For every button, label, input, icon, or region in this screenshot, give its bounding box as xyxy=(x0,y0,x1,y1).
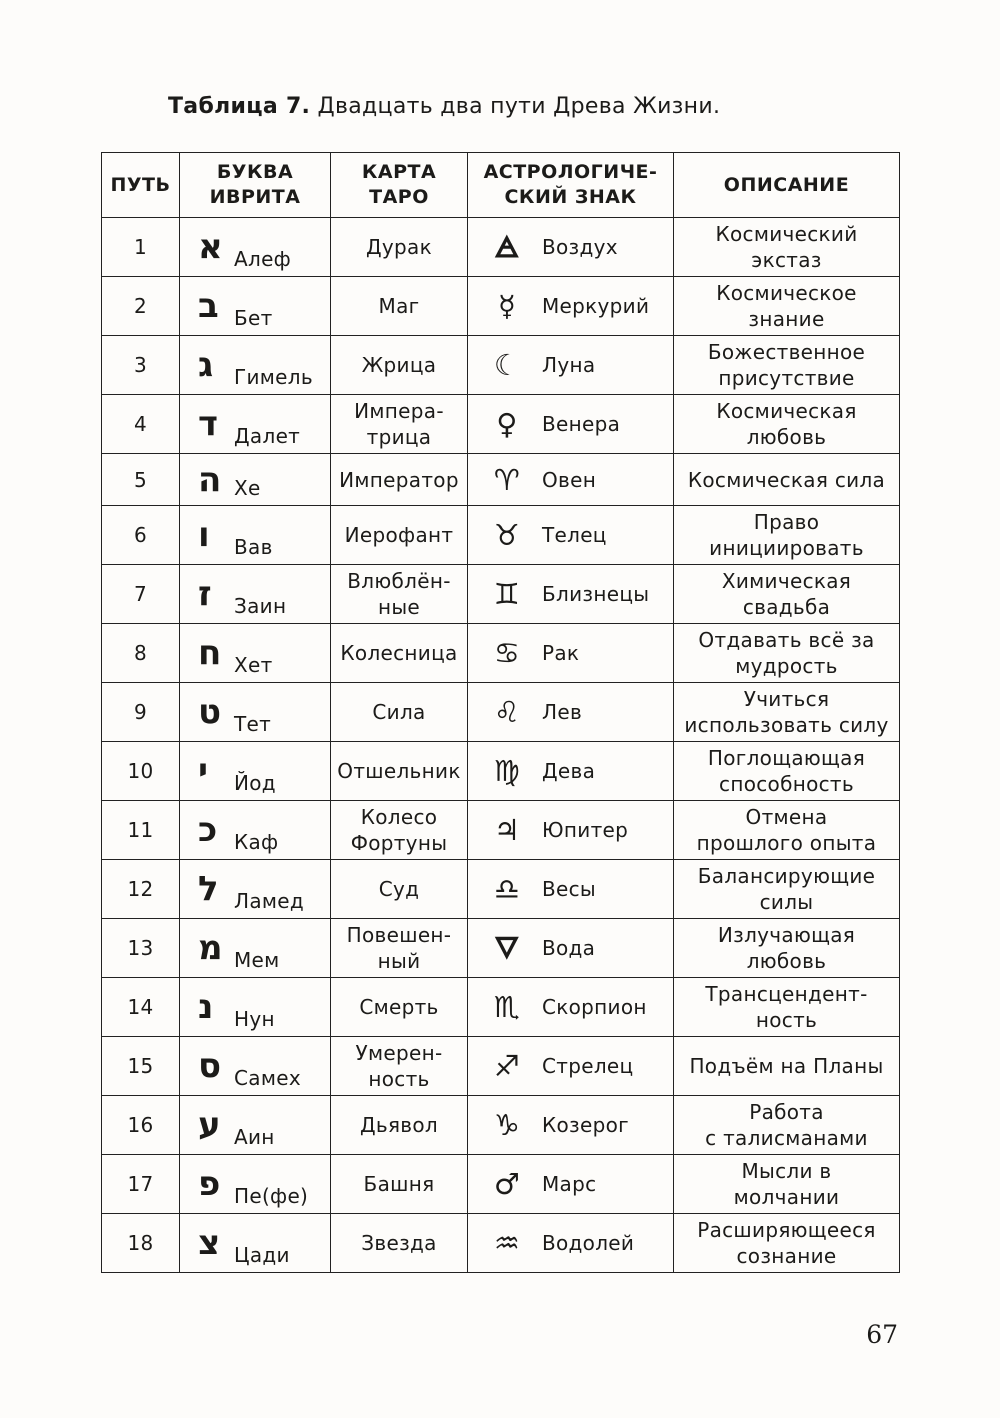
hebrew-letter-cell xyxy=(180,506,331,565)
cell-line: Жрица xyxy=(361,353,437,377)
sign-name: Водолей xyxy=(542,1231,635,1255)
tarot-card xyxy=(331,742,468,801)
hebrew-glyph: ח xyxy=(198,633,222,673)
astrological-sign-cell xyxy=(468,919,674,978)
path-description xyxy=(674,1096,900,1155)
table-row xyxy=(102,454,900,506)
cell-line: ность xyxy=(368,1067,430,1091)
caption-title: Двадцать два пути Древа Жизни. xyxy=(317,94,721,119)
letter-name: Вав xyxy=(234,535,273,559)
header-description: ОПИСАНИЕ xyxy=(674,153,900,218)
hebrew-glyph: ב xyxy=(198,286,220,326)
astrological-symbol-icon: ♏ xyxy=(493,990,521,1024)
hebrew-glyph: נ xyxy=(198,987,214,1027)
sign-name: Вода xyxy=(542,936,596,960)
letter-name: Алеф xyxy=(234,247,292,271)
astrological-sign-cell xyxy=(468,860,674,919)
cell-line: способность xyxy=(719,772,854,796)
cell-line: знание xyxy=(748,307,825,331)
path-description xyxy=(674,1037,900,1096)
page-number: 67 xyxy=(866,1320,898,1349)
cell-line: использовать силу xyxy=(684,713,889,737)
path-number: 18 xyxy=(102,1214,180,1273)
hebrew-letter-cell xyxy=(180,860,331,919)
path-number: 16 xyxy=(102,1096,180,1155)
header-sign: АСТРОЛОГИЧЕ- СКИЙ ЗНАК xyxy=(468,153,674,218)
letter-name: Ламед xyxy=(234,889,305,913)
path-number: 12 xyxy=(102,860,180,919)
hebrew-glyph: ז xyxy=(198,574,212,614)
table-row xyxy=(102,860,900,919)
cell-line: Расширяющееся xyxy=(697,1218,876,1242)
cell-line: Смерть xyxy=(359,995,439,1019)
path-number: 2 xyxy=(102,277,180,336)
letter-name: Далет xyxy=(234,424,301,448)
tarot-card xyxy=(331,506,468,565)
path-number: 3 xyxy=(102,336,180,395)
cell-line: сознание xyxy=(736,1244,837,1268)
hebrew-glyph: מ xyxy=(198,928,223,968)
hebrew-letter-cell xyxy=(180,919,331,978)
table-row xyxy=(102,277,900,336)
path-description xyxy=(674,565,900,624)
cell-line: ный xyxy=(377,949,421,973)
sign-name: Дева xyxy=(542,759,596,783)
cell-line: ность xyxy=(755,1008,818,1032)
hebrew-letter-cell xyxy=(180,336,331,395)
letter-name: Цади xyxy=(234,1243,290,1267)
table-row xyxy=(102,919,900,978)
cell-line: Дурак xyxy=(366,235,432,259)
astrological-sign-cell xyxy=(468,1096,674,1155)
sign-name: Скорпион xyxy=(542,995,647,1019)
table-row xyxy=(102,624,900,683)
cell-line: трица xyxy=(366,425,432,449)
table-row xyxy=(102,1037,900,1096)
path-number: 5 xyxy=(102,454,180,506)
astrological-symbol-icon: ♀ xyxy=(496,407,518,441)
path-number: 15 xyxy=(102,1037,180,1096)
path-description xyxy=(674,336,900,395)
astrological-sign-cell xyxy=(468,1155,674,1214)
cell-line: Подъём на Планы xyxy=(689,1054,884,1078)
cell-line: Учиться xyxy=(743,687,830,711)
cell-line: Башня xyxy=(363,1172,435,1196)
sign-name: Марс xyxy=(542,1172,597,1196)
astrological-sign-cell xyxy=(468,1037,674,1096)
astrological-sign-cell xyxy=(468,624,674,683)
letter-name: Гимель xyxy=(234,365,313,389)
table-caption xyxy=(168,94,720,119)
path-description xyxy=(674,1155,900,1214)
table-header-row xyxy=(102,153,900,218)
hebrew-glyph: ע xyxy=(198,1105,221,1145)
header-tarot: КАРТА ТАРО xyxy=(331,153,468,218)
hebrew-letter-cell xyxy=(180,742,331,801)
cell-line: Балансирующие xyxy=(697,864,876,888)
astrological-sign-cell xyxy=(468,801,674,860)
cell-line: Колесо xyxy=(360,805,438,829)
cell-line: Колесница xyxy=(340,641,458,665)
cell-line: Поглощающая xyxy=(707,746,866,770)
sign-name: Юпитер xyxy=(542,818,629,842)
header-path: ПУТЬ xyxy=(102,153,180,218)
cell-line: Иерофант xyxy=(344,523,454,547)
path-number: 10 xyxy=(102,742,180,801)
cell-line: Повешен- xyxy=(346,923,452,947)
path-description xyxy=(674,506,900,565)
letter-name: Хет xyxy=(234,653,273,677)
cell-line: молчании xyxy=(733,1185,840,1209)
cell-line: Химическая xyxy=(721,569,852,593)
cell-line: Звезда xyxy=(361,1231,437,1255)
path-description xyxy=(674,454,900,506)
path-number: 7 xyxy=(102,565,180,624)
cell-line: Трансцендент- xyxy=(705,982,868,1006)
tarot-card xyxy=(331,919,468,978)
cell-line: Фортуны xyxy=(350,831,448,855)
sign-name: Воздух xyxy=(542,235,618,259)
path-description xyxy=(674,624,900,683)
cell-line: силы xyxy=(759,890,814,914)
path-description xyxy=(674,919,900,978)
caption-label: Таблица 7. xyxy=(168,94,311,119)
hebrew-letter-cell xyxy=(180,218,331,277)
letter-name: Аин xyxy=(234,1125,275,1149)
letter-name: Заин xyxy=(234,594,287,618)
astrological-sign-cell xyxy=(468,454,674,506)
cell-line: прошлого опыта xyxy=(696,831,877,855)
hebrew-glyph: ו xyxy=(198,515,210,555)
table-row xyxy=(102,1096,900,1155)
astrological-symbol-icon: ♋ xyxy=(493,636,521,670)
cell-line: Император xyxy=(339,467,459,492)
cell-line: Космическое xyxy=(716,281,857,305)
astrological-symbol-icon: 🜁 xyxy=(494,230,520,264)
table-row xyxy=(102,683,900,742)
cell-line: Отшельник xyxy=(337,759,461,783)
table-row xyxy=(102,801,900,860)
sign-name: Луна xyxy=(542,353,596,377)
cell-line: Сила xyxy=(372,700,426,724)
astrological-symbol-icon: ♈ xyxy=(493,462,521,497)
astrological-symbol-icon: ♉ xyxy=(493,518,521,552)
hebrew-letter-cell xyxy=(180,1096,331,1155)
path-description xyxy=(674,742,900,801)
path-description xyxy=(674,277,900,336)
astrological-sign-cell xyxy=(468,565,674,624)
hebrew-letter-cell xyxy=(180,395,331,454)
cell-line: Влюблён- xyxy=(347,569,451,593)
astrological-symbol-icon: ♌ xyxy=(493,695,521,729)
astrological-symbol-icon: ♎ xyxy=(493,872,521,906)
astrological-sign-cell xyxy=(468,336,674,395)
tarot-card xyxy=(331,1037,468,1096)
hebrew-glyph: ט xyxy=(198,692,222,732)
sign-name: Венера xyxy=(542,412,621,436)
cell-line: Импера- xyxy=(354,399,444,423)
sign-name: Рак xyxy=(542,641,580,665)
letter-name: Тет xyxy=(234,712,272,736)
table-row xyxy=(102,506,900,565)
cell-line: Космический xyxy=(715,222,858,246)
astrological-symbol-icon: ☿ xyxy=(497,289,517,323)
path-description xyxy=(674,218,900,277)
hebrew-letter-cell xyxy=(180,277,331,336)
sign-name: Весы xyxy=(542,877,597,901)
sign-name: Козерог xyxy=(542,1113,629,1137)
cell-line: любовь xyxy=(746,949,827,973)
path-description xyxy=(674,395,900,454)
hebrew-letter-cell xyxy=(180,978,331,1037)
tarot-card xyxy=(331,565,468,624)
hebrew-glyph: ג xyxy=(198,345,214,385)
cell-line: свадьба xyxy=(742,595,831,619)
cell-line: присутствие xyxy=(718,366,855,390)
cell-line: Маг xyxy=(378,294,420,318)
astrological-sign-cell xyxy=(468,277,674,336)
table-row xyxy=(102,742,900,801)
sign-name: Близнецы xyxy=(542,582,650,606)
astrological-sign-cell xyxy=(468,395,674,454)
sign-name: Стрелец xyxy=(542,1054,634,1078)
tarot-card xyxy=(331,277,468,336)
hebrew-letter-cell xyxy=(180,1155,331,1214)
sign-name: Телец xyxy=(542,523,607,547)
cell-line: Божественное xyxy=(707,340,866,364)
hebrew-glyph: א xyxy=(198,227,224,267)
cell-line: Излучающая xyxy=(717,923,856,947)
hebrew-glyph: ד xyxy=(198,404,219,444)
path-number: 1 xyxy=(102,218,180,277)
table-row xyxy=(102,395,900,454)
cell-line: Мысли в xyxy=(741,1159,832,1183)
path-number: 4 xyxy=(102,395,180,454)
table-row xyxy=(102,978,900,1037)
table-row xyxy=(102,1214,900,1273)
astrological-symbol-icon: ♐ xyxy=(493,1049,521,1083)
astrological-sign-cell xyxy=(468,1214,674,1273)
cell-line: ные xyxy=(377,595,421,619)
astrological-symbol-icon: 🜄 xyxy=(494,931,520,965)
astrological-symbol-icon: ♂ xyxy=(493,1167,521,1201)
letter-name: Самех xyxy=(234,1066,301,1090)
table-row xyxy=(102,565,900,624)
tarot-card xyxy=(331,624,468,683)
cell-line: любовь xyxy=(746,425,827,449)
letter-name: Мем xyxy=(234,948,280,972)
path-description xyxy=(674,1214,900,1273)
tree-of-life-paths-table xyxy=(101,152,900,1273)
path-number: 8 xyxy=(102,624,180,683)
hebrew-letter-cell xyxy=(180,565,331,624)
hebrew-glyph: י xyxy=(198,751,209,791)
letter-name: Бет xyxy=(234,306,273,330)
letter-name: Пе(фе) xyxy=(234,1184,309,1208)
cell-line: Суд xyxy=(378,877,420,901)
tarot-card xyxy=(331,978,468,1037)
path-description xyxy=(674,860,900,919)
astrological-symbol-icon: ☾ xyxy=(493,348,521,382)
tarot-card xyxy=(331,860,468,919)
cell-line: Умерен- xyxy=(355,1041,443,1065)
tarot-card xyxy=(331,683,468,742)
astrological-symbol-icon: ♍ xyxy=(493,754,521,788)
tarot-card xyxy=(331,454,468,506)
astrological-symbol-icon: ♊ xyxy=(493,577,521,611)
hebrew-glyph: ה xyxy=(198,459,222,500)
path-number: 14 xyxy=(102,978,180,1037)
hebrew-glyph: ל xyxy=(198,869,219,909)
cell-line: Право xyxy=(753,510,820,534)
cell-line: экстаз xyxy=(751,248,822,272)
cell-line: Космическая сила xyxy=(687,467,886,492)
letter-name: Йод xyxy=(234,771,276,795)
path-description xyxy=(674,683,900,742)
hebrew-letter-cell xyxy=(180,624,331,683)
hebrew-glyph: פ xyxy=(198,1164,221,1204)
cell-line: инициировать xyxy=(709,536,864,560)
tarot-card xyxy=(331,218,468,277)
astrological-sign-cell xyxy=(468,218,674,277)
table-row xyxy=(102,1155,900,1214)
astrological-sign-cell xyxy=(468,506,674,565)
letter-name: Каф xyxy=(234,830,279,854)
letter-name: Хе xyxy=(234,476,261,500)
sign-name: Лев xyxy=(542,700,583,724)
tarot-card xyxy=(331,1096,468,1155)
path-number: 6 xyxy=(102,506,180,565)
tarot-card xyxy=(331,1214,468,1273)
path-description xyxy=(674,978,900,1037)
header-letter: БУКВА ИВРИТА xyxy=(180,153,331,218)
astrological-sign-cell xyxy=(468,978,674,1037)
hebrew-letter-cell xyxy=(180,801,331,860)
path-number: 11 xyxy=(102,801,180,860)
cell-line: Дьявол xyxy=(359,1113,439,1137)
tarot-card xyxy=(331,801,468,860)
hebrew-glyph: ס xyxy=(198,1046,222,1086)
cell-line: мудрость xyxy=(735,654,838,678)
hebrew-letter-cell xyxy=(180,454,331,506)
tarot-card xyxy=(331,336,468,395)
astrological-sign-cell xyxy=(468,683,674,742)
tarot-card xyxy=(331,395,468,454)
path-description xyxy=(674,801,900,860)
hebrew-glyph: צ xyxy=(198,1223,221,1263)
cell-line: Работа xyxy=(749,1100,824,1124)
path-number: 9 xyxy=(102,683,180,742)
hebrew-letter-cell xyxy=(180,1214,331,1273)
table-row xyxy=(102,218,900,277)
astrological-symbol-icon: ♑ xyxy=(493,1108,521,1142)
cell-line: с талисманами xyxy=(705,1126,868,1150)
astrological-symbol-icon: ♃ xyxy=(493,813,521,847)
sign-name: Меркурий xyxy=(542,294,650,318)
cell-line: Отмена xyxy=(745,805,828,829)
astrological-symbol-icon: ♒ xyxy=(493,1226,521,1260)
sign-name: Овен xyxy=(542,467,597,492)
hebrew-glyph: כ xyxy=(198,810,218,850)
cell-line: Космическая xyxy=(716,399,857,423)
path-number: 17 xyxy=(102,1155,180,1214)
table-row xyxy=(102,336,900,395)
tarot-card xyxy=(331,1155,468,1214)
hebrew-letter-cell xyxy=(180,683,331,742)
cell-line: Отдавать всё за xyxy=(698,628,875,652)
hebrew-letter-cell xyxy=(180,1037,331,1096)
letter-name: Нун xyxy=(234,1007,275,1031)
astrological-sign-cell xyxy=(468,742,674,801)
path-number: 13 xyxy=(102,919,180,978)
